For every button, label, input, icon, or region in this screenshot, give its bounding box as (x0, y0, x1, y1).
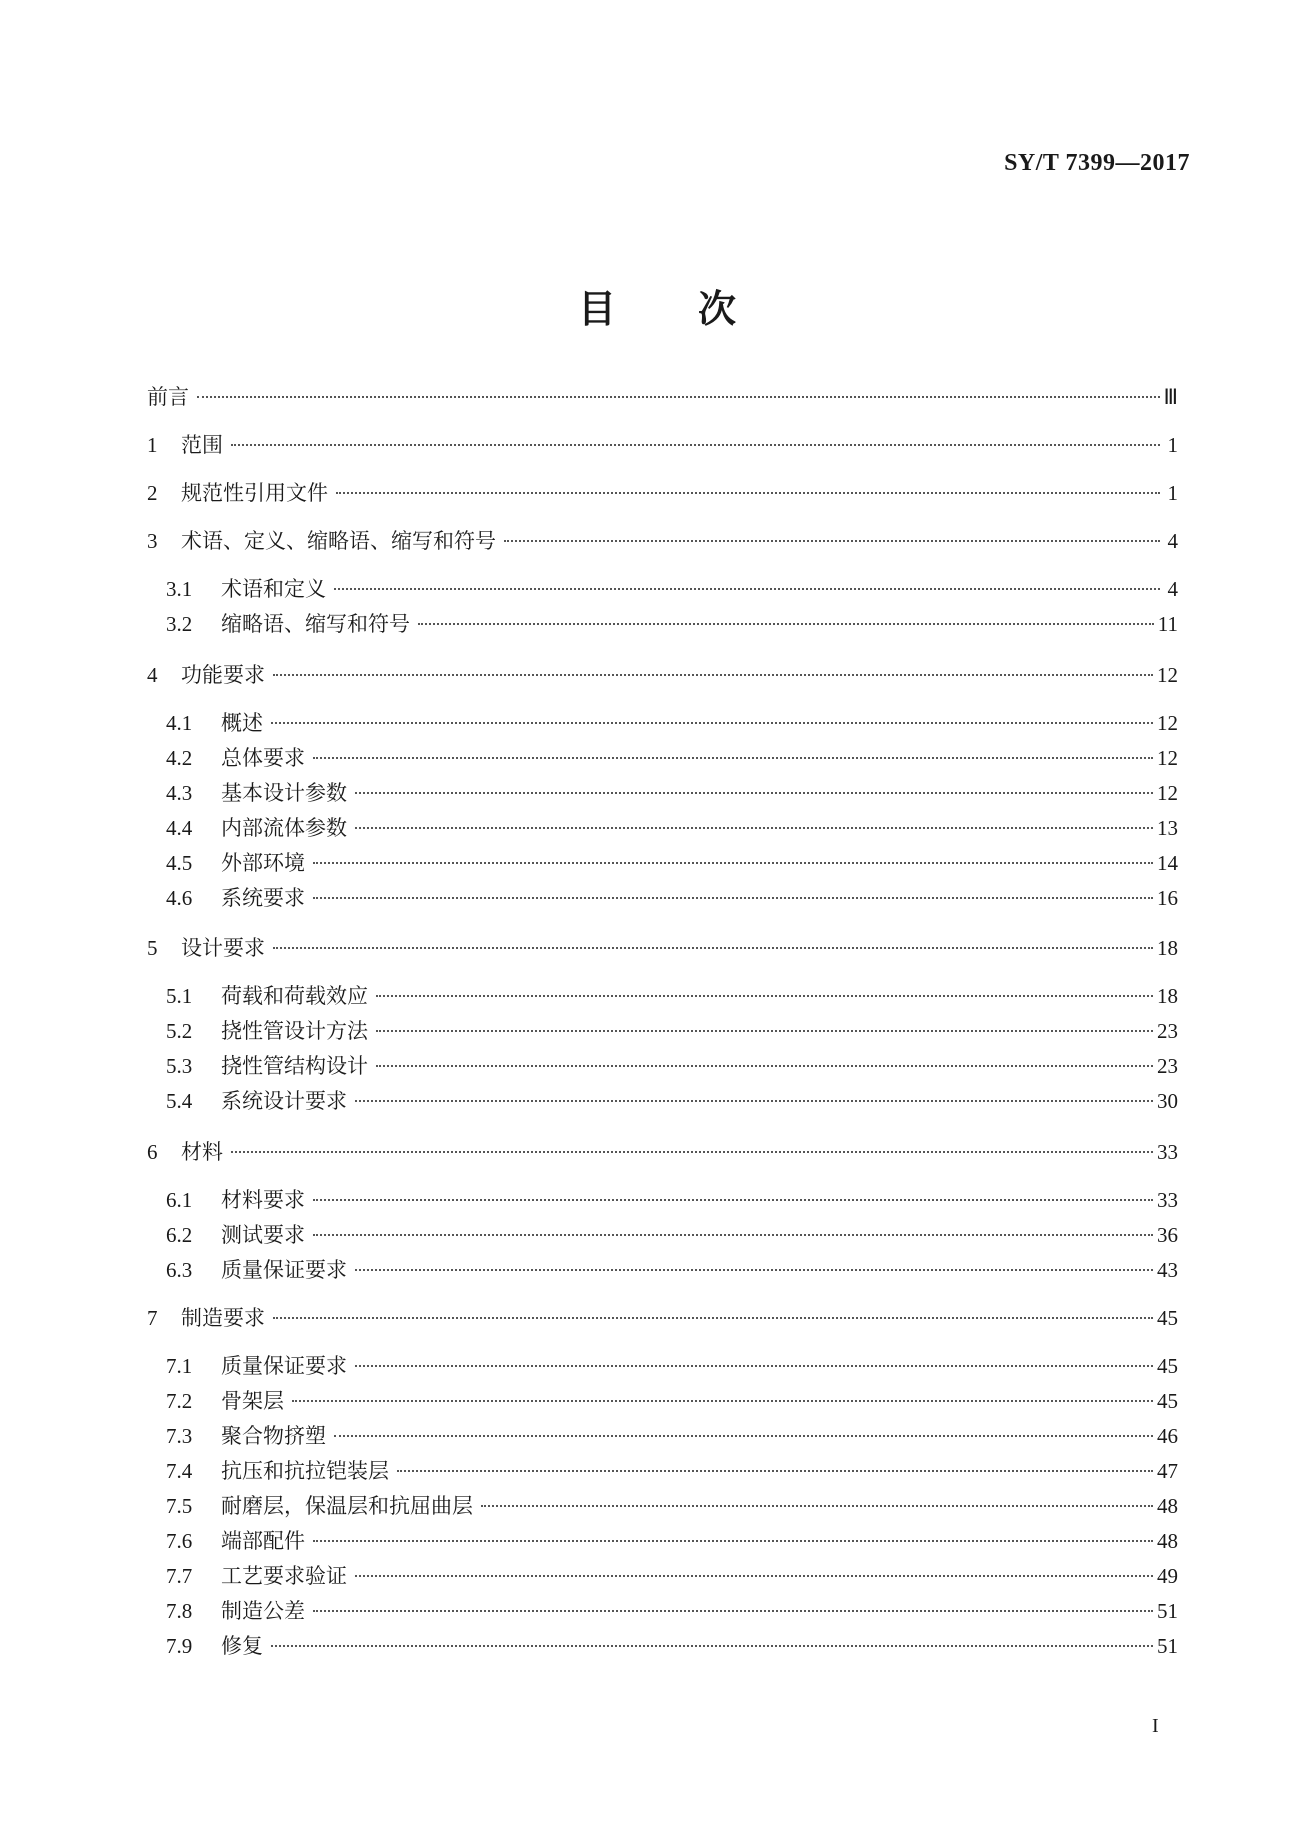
toc-entry-page: 16 (1157, 886, 1178, 910)
toc-entry-page: 49 (1157, 1564, 1178, 1588)
toc-entry[interactable] (147, 1302, 1178, 1334)
toc-entry-page: 46 (1157, 1424, 1178, 1448)
toc-entry-title: 质量保证要求 (221, 1354, 347, 1378)
toc-entry-page: 45 (1157, 1389, 1178, 1413)
toc-entry-title: 挠性管结构设计 (221, 1054, 368, 1078)
toc-entry-title: 规范性引用文件 (181, 481, 328, 505)
toc-entry-page: 23 (1157, 1054, 1178, 1078)
toc-entry-number: 3.2 (166, 612, 193, 636)
toc-entry-title: 前言 (147, 385, 189, 409)
toc-entry-title: 耐磨层，保温层和抗屈曲层 (221, 1494, 473, 1518)
toc-entry[interactable] (166, 1595, 1178, 1627)
toc-entry-page: 48 (1157, 1529, 1178, 1553)
toc-entry-title: 修复 (221, 1634, 263, 1658)
toc-entry-title: 概述 (221, 711, 263, 735)
toc-entry-title: 内部流体参数 (221, 816, 347, 840)
toc-entry[interactable] (166, 847, 1178, 879)
dot-leader (313, 1610, 1153, 1612)
toc-entry-number: 4.5 (166, 851, 193, 875)
toc-entry-title: 设计要求 (181, 936, 265, 960)
toc-entry-number: 5.1 (166, 984, 193, 1008)
toc-entry-page: 12 (1157, 746, 1178, 770)
toc-entry[interactable] (166, 1184, 1178, 1216)
toc-entry-page: 18 (1157, 984, 1178, 1008)
toc-entry-number: 4.1 (166, 711, 193, 735)
toc-entry-number: 4 (147, 663, 158, 687)
toc-entry-page: 14 (1157, 851, 1178, 875)
toc-entry-number: 6.2 (166, 1223, 193, 1247)
toc-entry[interactable] (166, 1219, 1178, 1251)
toc-entry[interactable] (166, 777, 1178, 809)
dot-leader (334, 1435, 1153, 1437)
toc-entry[interactable] (147, 1136, 1178, 1168)
dot-leader (355, 1100, 1153, 1102)
dot-leader (481, 1505, 1153, 1507)
toc-entry-title: 功能要求 (181, 663, 265, 687)
page-title-char-1: 目 (577, 286, 616, 331)
toc-entry-title: 挠性管设计方法 (221, 1019, 368, 1043)
toc-entry-number: 3 (147, 529, 158, 553)
dot-leader (504, 540, 1160, 542)
toc-entry-page: 48 (1157, 1494, 1178, 1518)
toc-entry[interactable] (166, 707, 1178, 739)
toc-entry-page: 12 (1157, 663, 1178, 687)
toc-entry[interactable] (166, 1490, 1178, 1522)
toc-entry-number: 7.9 (166, 1634, 193, 1658)
toc-entry-title: 外部环境 (221, 851, 305, 875)
dot-leader (355, 1269, 1153, 1271)
dot-leader (231, 444, 1160, 446)
toc-entry-number: 2 (147, 481, 158, 505)
standard-code: SY/T 7399—2017 (1004, 150, 1190, 176)
toc-entry[interactable] (166, 1085, 1178, 1117)
toc-entry[interactable] (166, 1630, 1178, 1662)
toc-entry-number: 3.1 (166, 577, 193, 601)
toc-entry-title: 缩略语、缩写和符号 (221, 612, 410, 636)
dot-leader (355, 1575, 1153, 1577)
toc-entry-number: 7.3 (166, 1424, 193, 1448)
toc-entry-page: 33 (1157, 1140, 1178, 1164)
dot-leader (273, 947, 1153, 949)
toc-entry-page: 1 (1167, 433, 1178, 457)
toc-entry-title: 基本设计参数 (221, 781, 347, 805)
toc-entry-number: 6.1 (166, 1188, 193, 1212)
dot-leader (336, 492, 1160, 494)
dot-leader (334, 588, 1160, 590)
toc-entry-page: 45 (1157, 1306, 1178, 1330)
toc-entry-page: 23 (1157, 1019, 1178, 1043)
toc-entry[interactable] (166, 1420, 1178, 1452)
toc-entry-title: 材料 (181, 1140, 223, 1164)
toc-entry-number: 7.7 (166, 1564, 193, 1588)
toc-entry-page: Ⅲ (1163, 385, 1178, 409)
dot-leader (376, 1030, 1153, 1032)
toc-entry-number: 7.4 (166, 1459, 193, 1483)
toc-entry-number: 4.6 (166, 886, 193, 910)
dot-leader (271, 1645, 1153, 1647)
dot-leader (273, 674, 1153, 676)
dot-leader (376, 995, 1153, 997)
toc-entry-title: 系统要求 (221, 886, 305, 910)
toc-entry-number: 5 (147, 936, 158, 960)
page-title-char-2: 次 (698, 286, 737, 331)
toc-entry-number: 7.5 (166, 1494, 193, 1518)
toc-entry[interactable] (147, 932, 1178, 964)
toc-entry-title: 聚合物挤塑 (221, 1424, 326, 1448)
toc-entry-title: 骨架层 (221, 1389, 284, 1413)
toc-entry-page: 1 (1167, 481, 1178, 505)
toc-entry-page: 30 (1157, 1089, 1178, 1113)
toc-entry-number: 7.6 (166, 1529, 193, 1553)
toc-entry-number: 4.2 (166, 746, 193, 770)
toc-entry-title: 制造要求 (181, 1306, 265, 1330)
dot-leader (355, 827, 1153, 829)
dot-leader (418, 623, 1154, 625)
toc-entry-title: 工艺要求验证 (221, 1564, 347, 1588)
toc-entry-page: 33 (1157, 1188, 1178, 1212)
toc-entry-page: 12 (1157, 711, 1178, 735)
toc-entry-number: 5.3 (166, 1054, 193, 1078)
dot-leader (355, 792, 1153, 794)
dot-leader (292, 1400, 1153, 1402)
toc-entry[interactable] (166, 882, 1178, 914)
toc-entry-page: 47 (1157, 1459, 1178, 1483)
toc-entry-page: 43 (1157, 1258, 1178, 1282)
toc-entry[interactable] (166, 1015, 1178, 1047)
toc-entry[interactable] (166, 1050, 1178, 1082)
toc-entry-page: 13 (1157, 816, 1178, 840)
toc-entry-title: 材料要求 (221, 1188, 305, 1212)
toc-entry-number: 6.3 (166, 1258, 193, 1282)
toc-entry-number: 6 (147, 1140, 158, 1164)
dot-leader (231, 1151, 1153, 1153)
toc-entry-number: 7.8 (166, 1599, 193, 1623)
dot-leader (313, 1199, 1153, 1201)
toc-entry-number: 5.2 (166, 1019, 193, 1043)
toc-entry-number: 5.4 (166, 1089, 193, 1113)
toc-entry-page: 12 (1157, 781, 1178, 805)
dot-leader (313, 757, 1153, 759)
toc-entry[interactable] (166, 812, 1178, 844)
dot-leader (313, 862, 1153, 864)
dot-leader (313, 897, 1153, 899)
toc-entry[interactable] (147, 659, 1178, 691)
toc-entry-title: 术语、定义、缩略语、缩写和符号 (181, 529, 496, 553)
toc-entry[interactable] (166, 1254, 1178, 1286)
toc-entry-page: 4 (1167, 577, 1178, 601)
toc-entry[interactable] (147, 381, 1178, 413)
toc-entry-title: 质量保证要求 (221, 1258, 347, 1282)
dot-leader (313, 1540, 1153, 1542)
dot-leader (376, 1065, 1153, 1067)
toc-entry-title: 测试要求 (221, 1223, 305, 1247)
dot-leader (273, 1317, 1153, 1319)
toc-entry[interactable] (166, 742, 1178, 774)
toc-entry-page: 45 (1157, 1354, 1178, 1378)
dot-leader (271, 722, 1153, 724)
dot-leader (197, 396, 1160, 398)
toc-entry-number: 4.4 (166, 816, 193, 840)
toc-entry-title: 荷载和荷载效应 (221, 984, 368, 1008)
toc-entry-title: 总体要求 (221, 746, 305, 770)
toc-entry[interactable] (147, 429, 1178, 461)
toc-entry-title: 系统设计要求 (221, 1089, 347, 1113)
toc-entry-title: 端部配件 (221, 1529, 305, 1553)
toc-entry[interactable] (166, 1350, 1178, 1382)
toc-entry[interactable] (166, 573, 1178, 605)
dot-leader (313, 1234, 1153, 1236)
toc-entry[interactable] (166, 1455, 1178, 1487)
dot-leader (397, 1470, 1153, 1472)
toc-entry[interactable] (166, 1385, 1178, 1417)
toc-entry-title: 范围 (181, 433, 223, 457)
toc-entry-number: 7 (147, 1306, 158, 1330)
toc-entry[interactable] (147, 477, 1178, 509)
toc-entry-number: 1 (147, 433, 158, 457)
toc-entry[interactable] (166, 1560, 1178, 1592)
toc-entry-title: 术语和定义 (221, 577, 326, 601)
toc-entry-page: 18 (1157, 936, 1178, 960)
dot-leader (355, 1365, 1153, 1367)
toc-entry[interactable] (166, 980, 1178, 1012)
toc-entry-page: 36 (1157, 1223, 1178, 1247)
toc-entry-title: 制造公差 (221, 1599, 305, 1623)
toc-entry[interactable] (166, 608, 1178, 640)
page-number: I (1152, 1715, 1159, 1737)
toc-entry-number: 7.1 (166, 1354, 193, 1378)
toc-entry[interactable] (166, 1525, 1178, 1557)
toc-entry-number: 4.3 (166, 781, 193, 805)
toc-entry-page: 51 (1157, 1599, 1178, 1623)
toc-entry-title: 抗压和抗拉铠装层 (221, 1459, 389, 1483)
toc-entry-page: 4 (1167, 529, 1178, 553)
toc-entry-number: 7.2 (166, 1389, 193, 1413)
toc-entry-page: 11 (1157, 612, 1178, 636)
toc-entry-page: 51 (1157, 1634, 1178, 1658)
toc-entry[interactable] (147, 525, 1178, 557)
